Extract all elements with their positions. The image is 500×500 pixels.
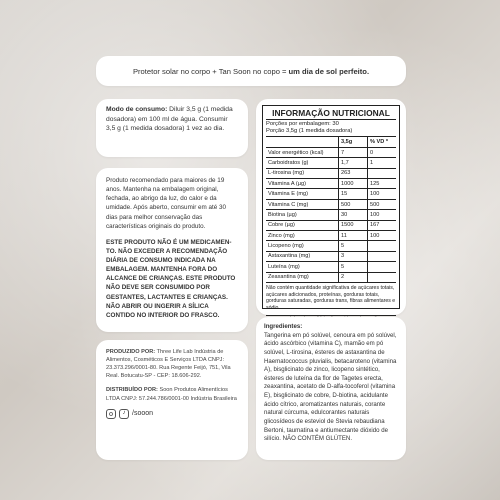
- nutrition-cell-name: Vitamina C (mg): [266, 199, 339, 209]
- nutrition-row: [266, 168, 396, 178]
- usage-card: [96, 99, 248, 157]
- nutrition-header-row: [266, 137, 396, 147]
- nutrition-portions: [266, 120, 396, 137]
- nutrition-cell-name: Licopeno (mg): [266, 241, 339, 251]
- nutrition-cell-name: Biotina (µg): [266, 210, 339, 220]
- nutrition-cell-vd: 500: [368, 199, 397, 209]
- distributed-label: DISTRIBUÍDO POR:: [106, 387, 158, 394]
- nutrition-cell-name: L-tirosina (mg): [266, 168, 339, 178]
- social-row: [106, 409, 238, 419]
- nutrition-row: [266, 262, 396, 272]
- nutrition-cell-vd: 100: [368, 210, 397, 220]
- usage-text: Diluir 3,5 g (1 medida dosadora) em 100 ml de água. Consumir 3,5 g (1 medida dosadora) 1 vez ao dia.: [106, 106, 233, 133]
- tiktok-icon[interactable]: ♪: [119, 409, 129, 419]
- nutrition-cell-val: 263: [339, 168, 368, 178]
- nutrition-cell-vd: [368, 262, 397, 272]
- nutrition-card: [256, 99, 406, 315]
- nutrition-row: [266, 158, 396, 168]
- nutrition-table-box: [262, 105, 400, 312]
- portions-line-2: Porção 3,5g (1 medida dosadora): [266, 128, 353, 135]
- nutrition-cell-vd: [368, 168, 397, 178]
- nutrition-row: [266, 147, 396, 157]
- nutrition-cell-vd: 1: [368, 158, 397, 168]
- nutrition-row: [266, 199, 396, 209]
- nutrition-cell-name: Luteína (mg): [266, 262, 339, 272]
- nutrition-cell-val: 3: [339, 251, 368, 261]
- ingredients-label: Ingredientes:: [264, 323, 303, 330]
- produced-label: PRODUZIDO POR:: [106, 349, 156, 355]
- nutrition-cell-vd: 100: [368, 189, 397, 199]
- nutrition-row: [266, 251, 396, 261]
- nutrition-cell-val: 2: [339, 272, 368, 282]
- nutrition-row: [266, 189, 396, 199]
- tagline-text: Protetor solar no corpo + Tan Soon no copo =: [132, 66, 287, 76]
- nutrition-cell-name: Zeaxantina (mg): [266, 272, 339, 282]
- nutrition-cell-val: 5: [339, 241, 368, 251]
- nutrition-cell-name: Zinco (mg): [266, 230, 339, 240]
- nutrition-table: [266, 137, 396, 282]
- nutrition-cell-vd: 167: [368, 220, 397, 230]
- nutrition-cell-vd: [368, 241, 397, 251]
- nutrition-footnote: Não contém quantidade significativa de açúcares totais, açúcares adicionados, proteínas, gorduras totais, gorduras saturadas, gorduras trans, fibras alimentares e sódio.: [266, 284, 396, 312]
- nutrition-row: [266, 220, 396, 230]
- distributed-text: Soon Produtos Alimentícios LTDA CNPJ: 57.244.786/0001-00 Indústria Brasileira: [106, 387, 237, 402]
- nutrition-row: [266, 230, 396, 240]
- produced-by: [106, 348, 238, 380]
- usage-label: Modo de consumo:: [106, 106, 168, 113]
- nutrition-header-portion: 3,5g: [339, 137, 368, 147]
- tagline-card: [96, 56, 406, 86]
- nutrition-header-name: [266, 137, 339, 147]
- nutrition-cell-val: 11: [339, 230, 368, 240]
- nutrition-cell-name: Carboidratos (g): [266, 158, 339, 168]
- nutrition-cell-name: Vitamina E (mg): [266, 189, 339, 199]
- instagram-icon[interactable]: [106, 409, 116, 419]
- nutrition-cell-vd: 100: [368, 230, 397, 240]
- nutrition-cell-name: Cobre (µg): [266, 220, 339, 230]
- warning-paragraph: Produto recomendado para maiores de 19 anos. Mantenha na embalagem original, fechada, ao abrigo da luz, do calor e da umidade. Após aberto, consumir em até 30 dias para melhor conservação das características originais do produto.: [106, 177, 227, 230]
- nutrition-cell-val: 7: [339, 147, 368, 157]
- nutrition-cell-vd: 125: [368, 179, 397, 189]
- nutrition-cell-val: 30: [339, 210, 368, 220]
- distributed-by: [106, 386, 238, 402]
- nutrition-row: [266, 210, 396, 220]
- nutrition-row: [266, 179, 396, 189]
- nutrition-cell-val: 5: [339, 262, 368, 272]
- ingredients-text: Tangerina em pó solúvel, cenoura em pó solúvel, ácido ascórbico (vitamina C), mamão em pó solúvel, L-tirosina, ésteres de astaxantina de Haematococcus pluvialis, betacaroteno (vitamina A), bisglicinato de zinco, licopeno sintético, ésteres de luteína da flor de Tagetes erecta, zeaxantina, acetato de D-alfa-tocoferol (vitamina E), bisglicinato de cobre, D-biotina, acidulante ácido cítrico, aromatizantes naturais, corante natural cúrcuma, edulcorantes naturais glicosídeos de esteviol de Stevia rebaudiana Bertoni, taumatina e antiumectante dióxido de silício. NÃO CONTÉM GLÚTEN.: [264, 331, 397, 443]
- nutrition-cell-val: 1,7: [339, 158, 368, 168]
- produced-text: Three Life Lab Indústria de Alimentos, Cosméticos E Serviços LTDA CNPJ: 23.373.296/0001-80. Rua Regente Feijó, 751, Vila Real. Botucatu-SP - CEP: 18.606-292.: [106, 349, 231, 380]
- nutrition-cell-vd: 0: [368, 147, 397, 157]
- nutrition-header-vd: % VD *: [368, 137, 397, 147]
- nutrition-row: [266, 272, 396, 282]
- ingredients-card: [256, 317, 406, 460]
- nutrition-title: INFORMAÇÃO NUTRICIONAL: [266, 108, 396, 120]
- nutrition-cell-val: 500: [339, 199, 368, 209]
- nutrition-cell-val: 1500: [339, 220, 368, 230]
- nutrition-cell-val: 1000: [339, 179, 368, 189]
- social-handle[interactable]: /sooon: [132, 409, 154, 417]
- tagline-bold: um dia de sol perfeito.: [288, 66, 370, 76]
- nutrition-cell-val: 15: [339, 189, 368, 199]
- producer-card: [96, 340, 248, 460]
- nutrition-cell-vd: [368, 272, 397, 282]
- warnings-card: [96, 168, 248, 332]
- warning-caps-paragraph: ESTE PRODUTO NÃO É UM MEDICAMEN-TO. NÃO EXCEDER A RECOMENDAÇÃO DIÁRIA DE CONSUMO INDICADA NA EMBALAGEM. MANTENHA FORA DO ALCANCE DE CRIANÇAS. ESTE PRODUTO NÃO DEVE SER CONSUMIDO POR GESTANTES, LACTANTES E CRIANÇAS. NÃO ABRIR OU INGERIR A SÍLICA CONTIDO NO INTERIOR DO FRASCO.: [106, 238, 236, 319]
- nutrition-cell-vd: [368, 251, 397, 261]
- nutrition-cell-name: Vitamina A (µg): [266, 179, 339, 189]
- nutrition-cell-name: Astaxantina (mg): [266, 251, 339, 261]
- nutrition-row: [266, 241, 396, 251]
- nutrition-cell-name: Valor energético (kcal): [266, 147, 339, 157]
- portions-line-1: Porções por embalagem: 30: [266, 121, 339, 127]
